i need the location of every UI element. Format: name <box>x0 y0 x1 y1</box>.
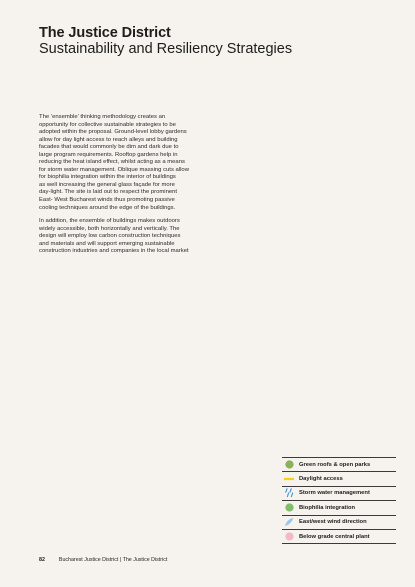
text-line: allow for day light access to reach alleys and building <box>39 136 178 143</box>
text-line: widely accessible, both horizontally and vertically. The <box>39 225 180 232</box>
text-line: design will employ low carbon construction techniques <box>39 233 181 240</box>
text-line: and materials and will support emerging sustainable <box>39 240 175 247</box>
legend-label: Daylight access <box>299 476 343 483</box>
text-line: as well increasing the general glass façade for more <box>39 181 175 188</box>
yellow-line-icon <box>284 474 294 484</box>
legend-label: Green roofs & open parks <box>299 461 371 468</box>
legend-item-central-plant <box>282 529 396 544</box>
legend-item-daylight <box>282 471 396 485</box>
text-line: for biophilia integration within the interior of buildings <box>39 174 176 181</box>
paragraph-1 <box>39 114 219 212</box>
text-line: East- West Bucharest winds thus promoting passive <box>39 197 175 204</box>
rain-drops-icon <box>284 488 294 498</box>
page-number: 82 <box>39 557 45 563</box>
legend-item-wind <box>282 515 396 529</box>
text-line: In addition, the ensemble of buildings makes outdoors <box>39 218 180 225</box>
text-line: The ‘ensemble’ thinking methodology creates an <box>39 114 166 120</box>
pink-circle-icon <box>284 532 294 542</box>
text-line: large program requirements. Rooftop gardens help in <box>39 151 178 158</box>
page-title: The Justice District <box>39 25 171 41</box>
legend-item-storm-water <box>282 486 396 500</box>
text-line: reducing the heat island effect, whilst acting as a means <box>39 159 185 166</box>
legend-label: East/west wind direction <box>299 519 367 526</box>
page-subtitle: Sustainability and Resiliency Strategies <box>39 41 293 57</box>
text-line: construction industries and companies in the local market <box>39 248 189 255</box>
legend <box>282 457 396 544</box>
legend-label: Below grade central plant <box>299 533 370 540</box>
text-line: opportunity for collective sustainable strategies to be <box>39 121 176 128</box>
legend-item-green-roofs <box>282 457 396 471</box>
legend-label: Storm water management <box>299 490 370 497</box>
green-circle-icon <box>284 460 294 470</box>
text-line: cooling techniques around the edge of the buildings. <box>39 204 176 211</box>
wind-leaf-icon <box>284 517 294 527</box>
legend-label: Biophilia integration <box>299 504 356 511</box>
footer-text: Bucharest Justice District | The Justice District <box>58 557 168 563</box>
text-line: day-light. The site is laid out to respect the prominent <box>39 189 178 196</box>
light-green-circle-icon <box>284 503 294 513</box>
body-text <box>39 114 219 262</box>
paragraph-2 <box>39 218 219 256</box>
text-line: adopted within the proposal. Ground-level lobby gardens <box>39 129 187 136</box>
page-footer <box>39 557 167 563</box>
text-line: for storm water management. Oblique massing cuts allow <box>39 166 189 173</box>
text-line: facades that would commonly be dim and dark due to <box>39 144 179 151</box>
legend-item-biophilia <box>282 500 396 514</box>
